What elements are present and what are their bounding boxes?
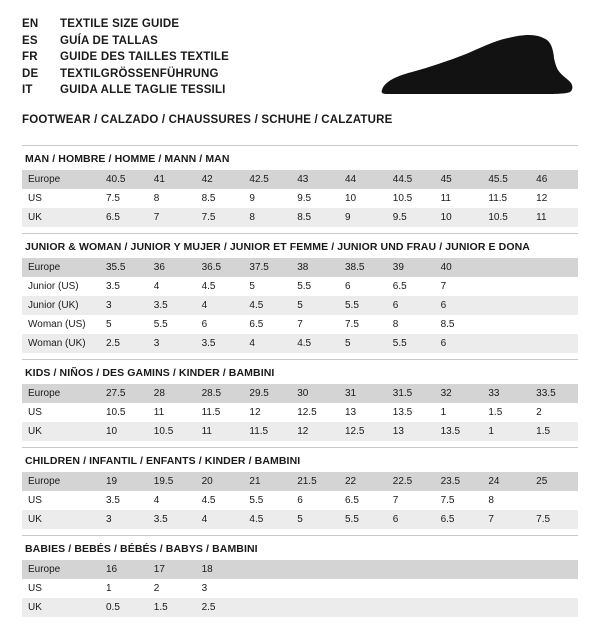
cell: 1.5 bbox=[530, 422, 578, 441]
table-row bbox=[22, 258, 578, 277]
table-row bbox=[22, 277, 578, 296]
cell bbox=[243, 598, 291, 617]
language-code: FR bbox=[22, 51, 38, 63]
block-title: JUNIOR & WOMAN / JUNIOR Y MUJER / JUNIOR ET FEMME / JUNIOR UND FRAU / JUNIOR E DONA bbox=[22, 233, 578, 258]
table-row bbox=[22, 334, 578, 353]
row-label: Europe bbox=[22, 472, 100, 491]
cell bbox=[530, 560, 578, 579]
cell: 3 bbox=[100, 296, 148, 315]
cell: 1 bbox=[435, 403, 483, 422]
cell: 44 bbox=[339, 170, 387, 189]
cell: 37.5 bbox=[243, 258, 291, 277]
cell: 0.5 bbox=[100, 598, 148, 617]
cell: 33 bbox=[482, 384, 530, 403]
row-label: Junior (US) bbox=[22, 277, 100, 296]
row-label: US bbox=[22, 189, 100, 208]
cell bbox=[387, 598, 435, 617]
cell: 13 bbox=[339, 403, 387, 422]
cell: 8 bbox=[387, 315, 435, 334]
cell: 8 bbox=[243, 208, 291, 227]
cell: 42 bbox=[196, 170, 244, 189]
size-block-kids bbox=[22, 359, 578, 441]
cell: 45.5 bbox=[482, 170, 530, 189]
cell: 6.5 bbox=[435, 510, 483, 529]
language-title: TEXTILGRÖSSENFÜHRUNG bbox=[60, 67, 219, 80]
cell: 10 bbox=[435, 208, 483, 227]
table-row bbox=[22, 560, 578, 579]
cell: 41 bbox=[148, 170, 196, 189]
language-title-list bbox=[22, 18, 229, 101]
cell: 4.5 bbox=[196, 491, 244, 510]
cell bbox=[435, 598, 483, 617]
cell: 3 bbox=[100, 510, 148, 529]
cell: 6 bbox=[387, 510, 435, 529]
size-block-children bbox=[22, 447, 578, 529]
language-row bbox=[22, 68, 229, 85]
cell: 8.5 bbox=[196, 189, 244, 208]
language-code: EN bbox=[22, 18, 39, 30]
cell: 8.5 bbox=[291, 208, 339, 227]
language-code: ES bbox=[22, 34, 38, 47]
cell: 12.5 bbox=[291, 403, 339, 422]
cell bbox=[243, 579, 291, 598]
language-title: GUIDE DES TAILLES TEXTILE bbox=[60, 51, 229, 63]
cell: 4 bbox=[148, 491, 196, 510]
cell bbox=[291, 579, 339, 598]
language-row bbox=[22, 51, 229, 68]
table-row bbox=[22, 189, 578, 208]
cell: 13.5 bbox=[387, 403, 435, 422]
cell: 12 bbox=[291, 422, 339, 441]
cell bbox=[482, 598, 530, 617]
cell: 10.5 bbox=[482, 208, 530, 227]
cell bbox=[243, 560, 291, 579]
size-table-kids bbox=[22, 384, 578, 441]
cell: 46 bbox=[530, 170, 578, 189]
cell: 2 bbox=[148, 579, 196, 598]
cell bbox=[291, 560, 339, 579]
cell: 6 bbox=[339, 277, 387, 296]
cell bbox=[530, 334, 578, 353]
cell: 38 bbox=[291, 258, 339, 277]
cell bbox=[435, 579, 483, 598]
cell: 20 bbox=[196, 472, 244, 491]
size-block-man bbox=[22, 145, 578, 227]
table-row bbox=[22, 579, 578, 598]
cell bbox=[530, 579, 578, 598]
table-row bbox=[22, 491, 578, 510]
cell: 7.5 bbox=[196, 208, 244, 227]
cell: 23.5 bbox=[435, 472, 483, 491]
cell bbox=[339, 579, 387, 598]
cell: 6 bbox=[196, 315, 244, 334]
size-table-junior-woman bbox=[22, 258, 578, 353]
cell: 4.5 bbox=[291, 334, 339, 353]
cell: 22 bbox=[339, 472, 387, 491]
cell: 10.5 bbox=[148, 422, 196, 441]
table-row bbox=[22, 422, 578, 441]
cell: 11 bbox=[530, 208, 578, 227]
cell: 6.5 bbox=[339, 491, 387, 510]
cell: 10.5 bbox=[100, 403, 148, 422]
row-label: UK bbox=[22, 598, 100, 617]
cell bbox=[482, 315, 530, 334]
cell: 5.5 bbox=[148, 315, 196, 334]
cell: 4 bbox=[196, 296, 244, 315]
cell: 11.5 bbox=[243, 422, 291, 441]
cell: 3.5 bbox=[148, 296, 196, 315]
cell: 36 bbox=[148, 258, 196, 277]
cell: 29.5 bbox=[243, 384, 291, 403]
language-title: GUÍA DE TALLAS bbox=[60, 34, 158, 47]
cell: 3 bbox=[196, 579, 244, 598]
cell bbox=[339, 598, 387, 617]
row-label: Europe bbox=[22, 384, 100, 403]
cell: 40 bbox=[435, 258, 483, 277]
cell: 3 bbox=[148, 334, 196, 353]
cell: 6.5 bbox=[387, 277, 435, 296]
cell: 5 bbox=[100, 315, 148, 334]
cell bbox=[387, 579, 435, 598]
cell bbox=[530, 258, 578, 277]
language-code: IT bbox=[22, 84, 33, 96]
cell: 6 bbox=[435, 334, 483, 353]
cell: 3.5 bbox=[196, 334, 244, 353]
language-row bbox=[22, 84, 229, 101]
cell: 11.5 bbox=[196, 403, 244, 422]
cell bbox=[482, 560, 530, 579]
cell: 16 bbox=[100, 560, 148, 579]
language-row bbox=[22, 35, 229, 52]
cell: 2.5 bbox=[196, 598, 244, 617]
cell: 7 bbox=[291, 315, 339, 334]
cell bbox=[482, 334, 530, 353]
language-title: GUIDA ALLE TAGLIE TESSILI bbox=[60, 84, 226, 96]
cell: 43 bbox=[291, 170, 339, 189]
cell: 8 bbox=[482, 491, 530, 510]
row-label: Europe bbox=[22, 560, 100, 579]
row-label: US bbox=[22, 403, 100, 422]
cell: 1 bbox=[482, 422, 530, 441]
cell: 6.5 bbox=[243, 315, 291, 334]
cell bbox=[530, 491, 578, 510]
language-code: DE bbox=[22, 67, 39, 80]
cell: 11 bbox=[435, 189, 483, 208]
row-label: US bbox=[22, 579, 100, 598]
table-row bbox=[22, 296, 578, 315]
row-label: UK bbox=[22, 422, 100, 441]
cell: 42.5 bbox=[243, 170, 291, 189]
row-label: Woman (UK) bbox=[22, 334, 100, 353]
cell: 6.5 bbox=[100, 208, 148, 227]
cell: 25 bbox=[530, 472, 578, 491]
cell bbox=[482, 579, 530, 598]
cell: 8.5 bbox=[435, 315, 483, 334]
cell: 10 bbox=[339, 189, 387, 208]
cell: 17 bbox=[148, 560, 196, 579]
cell: 4 bbox=[196, 510, 244, 529]
cell: 44.5 bbox=[387, 170, 435, 189]
cell: 3.5 bbox=[100, 491, 148, 510]
cell: 7 bbox=[482, 510, 530, 529]
cell: 7 bbox=[148, 208, 196, 227]
cell: 7.5 bbox=[530, 510, 578, 529]
cell: 4 bbox=[148, 277, 196, 296]
cell: 33.5 bbox=[530, 384, 578, 403]
cell: 7 bbox=[435, 277, 483, 296]
cell: 13.5 bbox=[435, 422, 483, 441]
block-title: KIDS / NIÑOS / DES GAMINS / KINDER / BAMBINI bbox=[22, 359, 578, 384]
cell bbox=[291, 598, 339, 617]
cell bbox=[530, 296, 578, 315]
cell: 9.5 bbox=[291, 189, 339, 208]
cell: 10 bbox=[100, 422, 148, 441]
table-row bbox=[22, 472, 578, 491]
table-row bbox=[22, 598, 578, 617]
cell: 5 bbox=[339, 334, 387, 353]
cell: 9 bbox=[243, 189, 291, 208]
cell: 4.5 bbox=[243, 510, 291, 529]
language-row bbox=[22, 18, 229, 35]
cell: 3.5 bbox=[100, 277, 148, 296]
language-title: TEXTILE SIZE GUIDE bbox=[60, 18, 180, 30]
cell: 13 bbox=[387, 422, 435, 441]
cell: 11 bbox=[196, 422, 244, 441]
size-block-junior-woman bbox=[22, 233, 578, 353]
cell: 28.5 bbox=[196, 384, 244, 403]
table-row bbox=[22, 170, 578, 189]
cell: 1.5 bbox=[148, 598, 196, 617]
cell: 5.5 bbox=[387, 334, 435, 353]
cell: 31 bbox=[339, 384, 387, 403]
cell: 5 bbox=[291, 510, 339, 529]
cell: 19 bbox=[100, 472, 148, 491]
cell: 19.5 bbox=[148, 472, 196, 491]
cell: 4.5 bbox=[243, 296, 291, 315]
block-title: CHILDREN / INFANTIL / ENFANTS / KINDER / BAMBINI bbox=[22, 447, 578, 472]
size-table-children bbox=[22, 472, 578, 529]
cell: 7 bbox=[387, 491, 435, 510]
dress-shoe-icon bbox=[374, 32, 574, 110]
cell: 9 bbox=[339, 208, 387, 227]
cell: 2.5 bbox=[100, 334, 148, 353]
table-row bbox=[22, 510, 578, 529]
cell: 45 bbox=[435, 170, 483, 189]
cell: 5 bbox=[291, 296, 339, 315]
cell: 27.5 bbox=[100, 384, 148, 403]
cell: 21.5 bbox=[291, 472, 339, 491]
row-label: Junior (UK) bbox=[22, 296, 100, 315]
cell bbox=[387, 560, 435, 579]
cell: 5.5 bbox=[291, 277, 339, 296]
cell: 6 bbox=[435, 296, 483, 315]
cell: 5.5 bbox=[339, 296, 387, 315]
cell bbox=[435, 560, 483, 579]
block-title: BABIES / BEBÉS / BÉBÉS / BABYS / BAMBINI bbox=[22, 535, 578, 560]
cell: 40.5 bbox=[100, 170, 148, 189]
cell bbox=[482, 296, 530, 315]
table-row bbox=[22, 315, 578, 334]
category-title: FOOTWEAR / CALZADO / CHAUSSURES / SCHUHE / CALZATURE bbox=[22, 113, 393, 126]
table-row bbox=[22, 384, 578, 403]
cell bbox=[482, 258, 530, 277]
cell: 1 bbox=[100, 579, 148, 598]
row-label: UK bbox=[22, 208, 100, 227]
cell: 6 bbox=[291, 491, 339, 510]
cell: 12 bbox=[530, 189, 578, 208]
cell: 22.5 bbox=[387, 472, 435, 491]
row-label: Europe bbox=[22, 258, 100, 277]
cell: 5.5 bbox=[243, 491, 291, 510]
cell bbox=[339, 560, 387, 579]
cell: 7.5 bbox=[100, 189, 148, 208]
cell: 24 bbox=[482, 472, 530, 491]
cell bbox=[530, 315, 578, 334]
cell: 2 bbox=[530, 403, 578, 422]
row-label: Woman (US) bbox=[22, 315, 100, 334]
cell: 39 bbox=[387, 258, 435, 277]
cell: 4.5 bbox=[196, 277, 244, 296]
cell: 31.5 bbox=[387, 384, 435, 403]
cell: 10.5 bbox=[387, 189, 435, 208]
size-table-man bbox=[22, 170, 578, 227]
size-table-babies bbox=[22, 560, 578, 617]
cell: 12.5 bbox=[339, 422, 387, 441]
size-block-babies bbox=[22, 535, 578, 617]
cell: 1.5 bbox=[482, 403, 530, 422]
cell: 7.5 bbox=[435, 491, 483, 510]
cell: 21 bbox=[243, 472, 291, 491]
cell: 38.5 bbox=[339, 258, 387, 277]
cell: 3.5 bbox=[148, 510, 196, 529]
cell: 8 bbox=[148, 189, 196, 208]
cell: 11 bbox=[148, 403, 196, 422]
cell: 28 bbox=[148, 384, 196, 403]
table-row bbox=[22, 403, 578, 422]
cell: 30 bbox=[291, 384, 339, 403]
row-label: Europe bbox=[22, 170, 100, 189]
block-title: MAN / HOMBRE / HOMME / MANN / MAN bbox=[22, 145, 578, 170]
row-label: US bbox=[22, 491, 100, 510]
cell: 35.5 bbox=[100, 258, 148, 277]
cell: 5.5 bbox=[339, 510, 387, 529]
page-header bbox=[22, 18, 578, 136]
cell: 12 bbox=[243, 403, 291, 422]
cell bbox=[482, 277, 530, 296]
cell: 5 bbox=[243, 277, 291, 296]
row-label: UK bbox=[22, 510, 100, 529]
table-row bbox=[22, 208, 578, 227]
cell: 7.5 bbox=[339, 315, 387, 334]
cell: 32 bbox=[435, 384, 483, 403]
cell: 11.5 bbox=[482, 189, 530, 208]
cell: 9.5 bbox=[387, 208, 435, 227]
cell bbox=[530, 598, 578, 617]
cell: 18 bbox=[196, 560, 244, 579]
cell: 36.5 bbox=[196, 258, 244, 277]
cell: 6 bbox=[387, 296, 435, 315]
cell bbox=[530, 277, 578, 296]
cell: 4 bbox=[243, 334, 291, 353]
